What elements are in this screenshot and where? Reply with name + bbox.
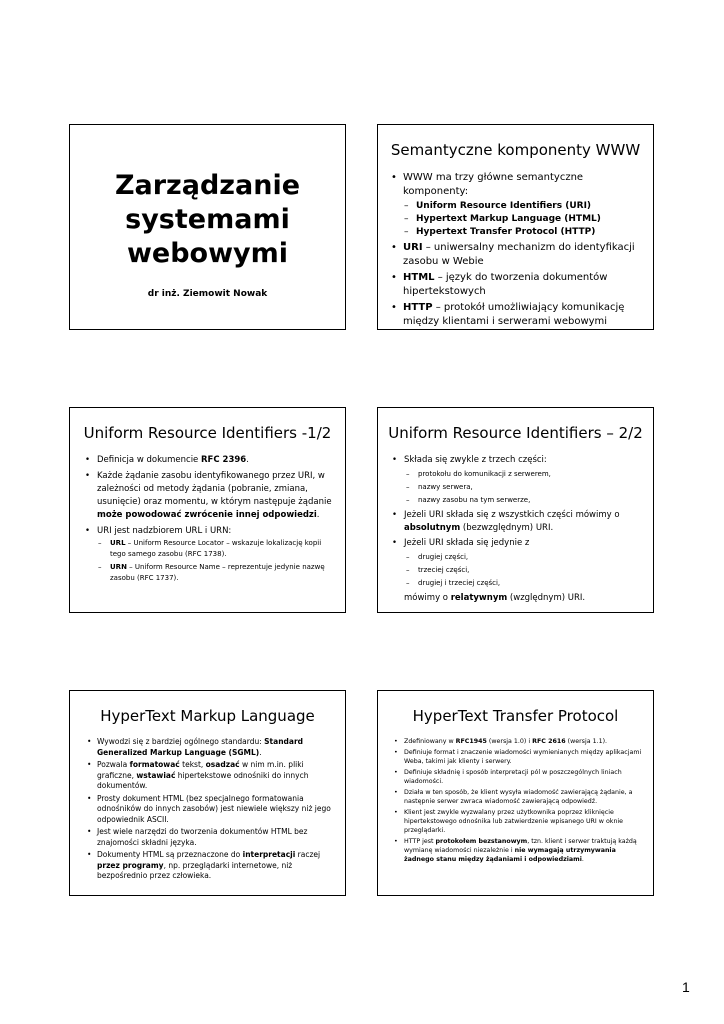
list-item: • Jeżeli URI składa się jedynie z – drugiej części, – trzeciej części, – drugiej i trzeciej części, (404, 537, 643, 590)
list-item: • HTTP jest protokołem bezstanowym, tzn. klient i serwer traktują każdą wymianę wiadomości niezależnie i nie wymagają utrzymywania żadnego stanu między żądaniami i odpowiedziami. (404, 837, 645, 864)
list-item: • WWW ma trzy główne semantyczne komponenty: – Uniform Resource Identifiers (URI) – Hypertext Markup Language (HTML) – Hypertext Transfer Protocol (HTTP) (403, 171, 641, 239)
sub-list-item: – Hypertext Markup Language (HTML) (416, 213, 641, 226)
slide-heading: HyperText Transfer Protocol (412, 707, 619, 725)
list-item: • Działa w ten sposób, że klient wysyła wiadomość zawierającą żądanie, a następnie serwer zwraca wiadomość zawierającą odpowiedź. (404, 788, 645, 806)
slide-heading: HyperText Markup Language (100, 707, 315, 725)
sub-list-item: – protokołu do komunikacji z serwerem, (418, 468, 643, 481)
slide-http (377, 690, 654, 896)
list-item: • Każde żądanie zasobu identyfikowanego przez URI, w zależności od metody żądania (pobranie, zmiana, usunięcie) oraz momentu, w którym następuje żądanie może powodować zwrócenie innej odpowiedzi. (97, 470, 335, 522)
slide-semantic-components (377, 124, 654, 330)
sub-list-item: – drugiej i trzeciej części, (418, 577, 643, 590)
list-item: • Składa się zwykle z trzech części: – protokołu do komunikacji z serwerem, – nazwy serwera, – nazwy zasobu na tym serwerze, (404, 454, 643, 507)
slide-uri-part2 (377, 407, 654, 613)
list-item: • Jest wiele narzędzi do tworzenia dokumentów HTML bez znajomości składni języka. (97, 827, 335, 848)
list-item: • HTTP – protokół umożliwiający komunikację między klientami i serwerami webowymi (403, 301, 641, 329)
slide-heading: Uniform Resource Identifiers -1/2 (83, 424, 332, 442)
sub-list-item: – nazwy zasobu na tym serwerze, (418, 494, 643, 507)
slide-html (69, 690, 346, 896)
sub-list-item: – trzeciej części, (418, 564, 643, 577)
list-item: • URI – uniwersalny mechanizm do identyfikacji zasobu w Webie (403, 241, 641, 269)
list-item: • Zdefiniowany w RFC1945 (wersja 1.0) i RFC 2616 (wersja 1.1). (404, 737, 645, 746)
list-item: • Definiuje składnię i sposób interpretacji pól w poszczególnych liniach wiadomości. (404, 768, 645, 786)
presentation-title: Zarządzanie systemami webowymi (114, 170, 301, 269)
sub-list-item: – URL – Uniform Resource Locator – wskazuje lokalizację kopii tego samego zasobu (RFC 1738). (110, 538, 335, 560)
list-item: • HTML – język do tworzenia dokumentów hipertekstowych (403, 271, 641, 299)
list-item: • Jeżeli URI składa się z wszystkich części mówimy o absolutnym (bezwzględnym) URI. (404, 509, 643, 535)
slide-heading: Uniform Resource Identifiers – 2/2 (388, 424, 643, 442)
sub-list-item: – drugiej części, (418, 551, 643, 564)
slide-heading: Semantyczne komponenty WWW (390, 141, 641, 159)
sub-list-item: – URN – Uniform Resource Name – reprezentuje jedynie nazwę zasobu (RFC 1737). (110, 562, 335, 584)
page-number: 1 (682, 979, 690, 995)
sub-list-item: – Hypertext Transfer Protocol (HTTP) (416, 226, 641, 239)
slide-title (69, 124, 346, 330)
sub-list-item: – nazwy serwera, (418, 481, 643, 494)
list-item: • URI jest nadzbiorem URL i URN: – URL – Uniform Resource Locator – wskazuje lokalizację kopii tego samego zasobu (RFC 1738). – URN – Uniform Resource Name – reprezentuje jedynie nazwę zasobu (RFC 1737). (97, 525, 335, 584)
slide-uri-part1 (69, 407, 346, 613)
sub-list-item: – Uniform Resource Identifiers (URI) (416, 200, 641, 213)
list-item: • Wywodzi się z bardziej ogólnego standardu: Standard Generalized Markup Language (SGML). (97, 737, 335, 758)
list-item: • Dokumenty HTML są przeznaczone do interpretacji raczej przez programy, np. przeglądarki internetowe, niż bezpośrednio przez człowieka. (97, 850, 335, 882)
author: dr inż. Ziemowit Nowak (147, 289, 268, 299)
list-item: • Klient jest zwykle wyzwalany przez użytkownika poprzez kliknięcie hipertekstowego odnośnika lub zatwierdzenie wpisanego URI w oknie przeglądarki. (404, 808, 645, 835)
closing-line: mówimy o relatywnym (względnym) URI. (404, 593, 586, 603)
list-item: • Definicja w dokumencie RFC 2396. (97, 454, 335, 467)
list-item: • Pozwala formatować tekst, osadzać w nim m.in. pliki graficzne, wstawiać hipertekstowe odnośniki do innych dokumentów. (97, 760, 335, 792)
list-item: • Prosty dokument HTML (bez specjalnego formatowania odnośników do innych zasobów) jest niewiele większy niż jego odpowiednik ASCII. (97, 794, 335, 826)
list-item: • Definiuje format i znaczenie wiadomości wymienianych między aplikacjami Weba, takimi jak klienty i serwery. (404, 748, 645, 766)
